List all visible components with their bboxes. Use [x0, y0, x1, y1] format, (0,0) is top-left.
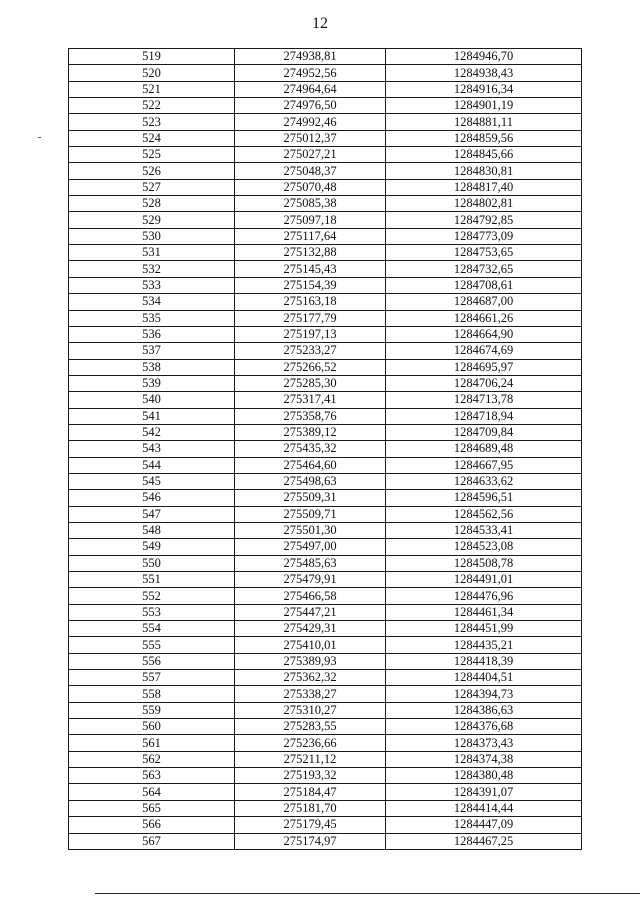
x-coordinate-cell: 275154,39: [235, 277, 386, 293]
point-number-cell: 530: [69, 228, 235, 244]
table-row: [69, 588, 582, 604]
point-number-cell: 527: [69, 179, 235, 195]
y-coordinate-cell: 1284418,39: [386, 653, 582, 669]
table-row: [69, 196, 582, 212]
y-coordinate-cell: 1284901,19: [386, 98, 582, 114]
x-coordinate-cell: 275117,64: [235, 228, 386, 244]
point-number-cell: 533: [69, 277, 235, 293]
point-number-cell: 541: [69, 408, 235, 424]
table-row: [69, 719, 582, 735]
table-row: [69, 98, 582, 114]
point-number-cell: 546: [69, 490, 235, 506]
point-number-cell: 544: [69, 457, 235, 473]
point-number-cell: 526: [69, 163, 235, 179]
table-row: [69, 81, 582, 97]
point-number-cell: 562: [69, 751, 235, 767]
y-coordinate-cell: 1284881,11: [386, 114, 582, 130]
coordinates-table-body: [69, 49, 582, 850]
y-coordinate-cell: 1284667,95: [386, 457, 582, 473]
table-row: [69, 392, 582, 408]
x-coordinate-cell: 275285,30: [235, 375, 386, 391]
table-row: [69, 768, 582, 784]
x-coordinate-cell: 275358,76: [235, 408, 386, 424]
table-row: [69, 833, 582, 849]
x-coordinate-cell: 275233,27: [235, 343, 386, 359]
table-row: [69, 359, 582, 375]
y-coordinate-cell: 1284792,85: [386, 212, 582, 228]
point-number-cell: 567: [69, 833, 235, 849]
table-row: [69, 522, 582, 538]
y-coordinate-cell: 1284946,70: [386, 49, 582, 65]
table-row: [69, 637, 582, 653]
y-coordinate-cell: 1284732,65: [386, 261, 582, 277]
table-row: [69, 817, 582, 833]
point-number-cell: 534: [69, 294, 235, 310]
table-row: [69, 65, 582, 81]
table-row: [69, 621, 582, 637]
x-coordinate-cell: 275132,88: [235, 245, 386, 261]
table-row: [69, 604, 582, 620]
x-coordinate-cell: 274992,46: [235, 114, 386, 130]
y-coordinate-cell: 1284461,34: [386, 604, 582, 620]
y-coordinate-cell: 1284674,69: [386, 343, 582, 359]
point-number-cell: 559: [69, 702, 235, 718]
table-row: [69, 670, 582, 686]
x-coordinate-cell: 275429,31: [235, 621, 386, 637]
table-row: [69, 261, 582, 277]
table-row: [69, 277, 582, 293]
x-coordinate-cell: 275447,21: [235, 604, 386, 620]
x-coordinate-cell: 275236,66: [235, 735, 386, 751]
x-coordinate-cell: 275266,52: [235, 359, 386, 375]
table-row: [69, 702, 582, 718]
table-row: [69, 539, 582, 555]
y-coordinate-cell: 1284374,38: [386, 751, 582, 767]
y-coordinate-cell: 1284523,08: [386, 539, 582, 555]
table-row: [69, 228, 582, 244]
table-row: [69, 375, 582, 391]
y-coordinate-cell: 1284562,56: [386, 506, 582, 522]
x-coordinate-cell: 275012,37: [235, 130, 386, 146]
x-coordinate-cell: 275097,18: [235, 212, 386, 228]
y-coordinate-cell: 1284404,51: [386, 670, 582, 686]
y-coordinate-cell: 1284373,43: [386, 735, 582, 751]
x-coordinate-cell: 275479,91: [235, 572, 386, 588]
x-coordinate-cell: 275048,37: [235, 163, 386, 179]
x-coordinate-cell: 275070,48: [235, 179, 386, 195]
point-number-cell: 524: [69, 130, 235, 146]
x-coordinate-cell: 275184,47: [235, 784, 386, 800]
y-coordinate-cell: 1284633,62: [386, 473, 582, 489]
point-number-cell: 554: [69, 621, 235, 637]
point-number-cell: 561: [69, 735, 235, 751]
x-coordinate-cell: 274952,56: [235, 65, 386, 81]
table-row: [69, 310, 582, 326]
coordinates-table: [68, 48, 582, 850]
y-coordinate-cell: 1284695,97: [386, 359, 582, 375]
x-coordinate-cell: 275317,41: [235, 392, 386, 408]
y-coordinate-cell: 1284689,48: [386, 441, 582, 457]
point-number-cell: 548: [69, 522, 235, 538]
x-coordinate-cell: 275027,21: [235, 147, 386, 163]
point-number-cell: 552: [69, 588, 235, 604]
table-row: [69, 490, 582, 506]
table-row: [69, 114, 582, 130]
x-coordinate-cell: 275389,12: [235, 424, 386, 440]
point-number-cell: 560: [69, 719, 235, 735]
table-row: [69, 49, 582, 65]
y-coordinate-cell: 1284845,66: [386, 147, 582, 163]
y-coordinate-cell: 1284467,25: [386, 833, 582, 849]
x-coordinate-cell: 275389,93: [235, 653, 386, 669]
table-row: [69, 163, 582, 179]
x-coordinate-cell: 275085,38: [235, 196, 386, 212]
point-number-cell: 525: [69, 147, 235, 163]
table-row: [69, 653, 582, 669]
y-coordinate-cell: 1284817,40: [386, 179, 582, 195]
point-number-cell: 539: [69, 375, 235, 391]
table-row: [69, 473, 582, 489]
x-coordinate-cell: 275498,63: [235, 473, 386, 489]
x-coordinate-cell: 275509,71: [235, 506, 386, 522]
point-number-cell: 522: [69, 98, 235, 114]
x-coordinate-cell: 275485,63: [235, 555, 386, 571]
x-coordinate-cell: 275362,32: [235, 670, 386, 686]
y-coordinate-cell: 1284596,51: [386, 490, 582, 506]
y-coordinate-cell: 1284706,24: [386, 375, 582, 391]
point-number-cell: 529: [69, 212, 235, 228]
x-coordinate-cell: 275174,97: [235, 833, 386, 849]
y-coordinate-cell: 1284491,01: [386, 572, 582, 588]
x-coordinate-cell: 275193,32: [235, 768, 386, 784]
scan-speck: [38, 137, 41, 138]
y-coordinate-cell: 1284508,78: [386, 555, 582, 571]
x-coordinate-cell: 275310,27: [235, 702, 386, 718]
table-row: [69, 147, 582, 163]
point-number-cell: 566: [69, 817, 235, 833]
point-number-cell: 542: [69, 424, 235, 440]
x-coordinate-cell: 275410,01: [235, 637, 386, 653]
table-row: [69, 555, 582, 571]
x-coordinate-cell: 274938,81: [235, 49, 386, 65]
y-coordinate-cell: 1284773,09: [386, 228, 582, 244]
y-coordinate-cell: 1284376,68: [386, 719, 582, 735]
point-number-cell: 551: [69, 572, 235, 588]
point-number-cell: 535: [69, 310, 235, 326]
x-coordinate-cell: 274964,64: [235, 81, 386, 97]
y-coordinate-cell: 1284713,78: [386, 392, 582, 408]
point-number-cell: 547: [69, 506, 235, 522]
point-number-cell: 519: [69, 49, 235, 65]
table-row: [69, 245, 582, 261]
point-number-cell: 523: [69, 114, 235, 130]
y-coordinate-cell: 1284391,07: [386, 784, 582, 800]
y-coordinate-cell: 1284708,61: [386, 277, 582, 293]
y-coordinate-cell: 1284687,00: [386, 294, 582, 310]
y-coordinate-cell: 1284859,56: [386, 130, 582, 146]
y-coordinate-cell: 1284533,41: [386, 522, 582, 538]
x-coordinate-cell: 275509,31: [235, 490, 386, 506]
y-coordinate-cell: 1284916,34: [386, 81, 582, 97]
y-coordinate-cell: 1284394,73: [386, 686, 582, 702]
y-coordinate-cell: 1284386,63: [386, 702, 582, 718]
table-row: [69, 800, 582, 816]
point-number-cell: 550: [69, 555, 235, 571]
y-coordinate-cell: 1284435,21: [386, 637, 582, 653]
y-coordinate-cell: 1284476,96: [386, 588, 582, 604]
point-number-cell: 531: [69, 245, 235, 261]
table-row: [69, 179, 582, 195]
table-row: [69, 751, 582, 767]
x-coordinate-cell: 275145,43: [235, 261, 386, 277]
x-coordinate-cell: 275501,30: [235, 522, 386, 538]
point-number-cell: 528: [69, 196, 235, 212]
y-coordinate-cell: 1284709,84: [386, 424, 582, 440]
table-row: [69, 506, 582, 522]
x-coordinate-cell: 275179,45: [235, 817, 386, 833]
y-coordinate-cell: 1284718,94: [386, 408, 582, 424]
bottom-rule: [95, 893, 640, 894]
x-coordinate-cell: 275497,00: [235, 539, 386, 555]
x-coordinate-cell: 275464,60: [235, 457, 386, 473]
point-number-cell: 565: [69, 800, 235, 816]
point-number-cell: 549: [69, 539, 235, 555]
point-number-cell: 545: [69, 473, 235, 489]
point-number-cell: 540: [69, 392, 235, 408]
point-number-cell: 520: [69, 65, 235, 81]
y-coordinate-cell: 1284414,44: [386, 800, 582, 816]
table-row: [69, 130, 582, 146]
point-number-cell: 536: [69, 326, 235, 342]
point-number-cell: 553: [69, 604, 235, 620]
x-coordinate-cell: 275283,55: [235, 719, 386, 735]
table-row: [69, 408, 582, 424]
point-number-cell: 532: [69, 261, 235, 277]
x-coordinate-cell: 275435,32: [235, 441, 386, 457]
point-number-cell: 563: [69, 768, 235, 784]
x-coordinate-cell: 275466,58: [235, 588, 386, 604]
point-number-cell: 521: [69, 81, 235, 97]
point-number-cell: 543: [69, 441, 235, 457]
x-coordinate-cell: 274976,50: [235, 98, 386, 114]
table-row: [69, 735, 582, 751]
x-coordinate-cell: 275177,79: [235, 310, 386, 326]
point-number-cell: 556: [69, 653, 235, 669]
y-coordinate-cell: 1284664,90: [386, 326, 582, 342]
y-coordinate-cell: 1284661,26: [386, 310, 582, 326]
page-number: 12: [312, 15, 328, 32]
x-coordinate-cell: 275181,70: [235, 800, 386, 816]
point-number-cell: 537: [69, 343, 235, 359]
y-coordinate-cell: 1284753,65: [386, 245, 582, 261]
point-number-cell: 555: [69, 637, 235, 653]
y-coordinate-cell: 1284451,99: [386, 621, 582, 637]
point-number-cell: 557: [69, 670, 235, 686]
table-row: [69, 784, 582, 800]
y-coordinate-cell: 1284802,81: [386, 196, 582, 212]
point-number-cell: 564: [69, 784, 235, 800]
x-coordinate-cell: 275338,27: [235, 686, 386, 702]
y-coordinate-cell: 1284447,09: [386, 817, 582, 833]
table-row: [69, 424, 582, 440]
x-coordinate-cell: 275211,12: [235, 751, 386, 767]
x-coordinate-cell: 275163,18: [235, 294, 386, 310]
table-row: [69, 441, 582, 457]
table-row: [69, 343, 582, 359]
table-row: [69, 294, 582, 310]
table-row: [69, 457, 582, 473]
y-coordinate-cell: 1284830,81: [386, 163, 582, 179]
table-row: [69, 326, 582, 342]
point-number-cell: 558: [69, 686, 235, 702]
table-row: [69, 572, 582, 588]
y-coordinate-cell: 1284938,43: [386, 65, 582, 81]
point-number-cell: 538: [69, 359, 235, 375]
x-coordinate-cell: 275197,13: [235, 326, 386, 342]
y-coordinate-cell: 1284380,48: [386, 768, 582, 784]
table-row: [69, 212, 582, 228]
table-row: [69, 686, 582, 702]
